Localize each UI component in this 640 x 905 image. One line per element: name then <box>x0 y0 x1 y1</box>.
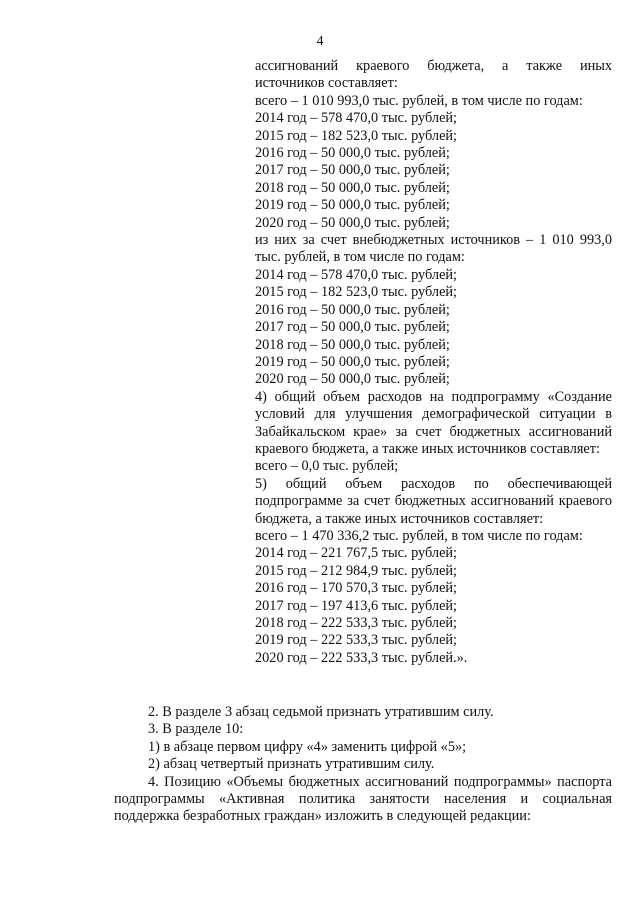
body-paragraph: 4. Позицию «Объемы бюджетных ассигнований подпрограммы» паспорта подпрограммы «Активная политика занятости населения и социальная поддержка безработных граждан» изложить в следующей редакции: <box>114 773 612 825</box>
year-amount-line: 2016 год – 170 570,3 тыс. рублей; <box>255 580 458 597</box>
year-amount-line: 2019 год – 50 000,0 тыс. рублей; <box>255 353 450 370</box>
year-amount-line: 2014 год – 221 767,5 тыс. рублей; <box>255 545 458 562</box>
body-paragraph: 2) абзац четвертый признать утратившим силу. <box>148 756 435 773</box>
year-amount-line: 2016 год – 50 000,0 тыс. рублей; <box>255 145 450 162</box>
column-line: всего – 0,0 тыс. рублей; <box>255 458 399 475</box>
year-amount-line: 2018 год – 222 533,3 тыс. рублей; <box>255 615 458 631</box>
year-amount-line: 2018 год – 50 000,0 тыс. рублей; <box>255 336 450 353</box>
year-amount-line: 2020 год – 222 533,3 тыс. рублей.». <box>255 649 468 666</box>
column-paragraph: ассигнований краевого бюджета, а также иных источников составляет: <box>255 58 612 92</box>
column-line: всего – 1 010 993,0 тыс. рублей, в том числе по годам: <box>255 92 583 109</box>
body-paragraph: 1) в абзаце первом цифру «4» заменить цифрой «5»; <box>148 738 467 755</box>
year-amount-line: 2017 год – 50 000,0 тыс. рублей; <box>255 319 450 336</box>
year-amount-line: 2015 год – 182 523,0 тыс. рублей; <box>255 127 458 144</box>
year-amount-line: 2020 год – 50 000,0 тыс. рублей; <box>255 371 450 388</box>
year-amount-line: 2019 год – 50 000,0 тыс. рублей; <box>255 197 450 214</box>
budget-allocation-column <box>255 58 612 667</box>
document-body <box>114 704 612 826</box>
body-paragraph: 2. В разделе 3 абзац седьмой признать утратившим силу. <box>148 704 494 720</box>
page-number: 4 <box>316 34 324 49</box>
year-amount-line: 2017 год – 197 413,6 тыс. рублей; <box>255 597 458 614</box>
year-amount-line: 2017 год – 50 000,0 тыс. рублей; <box>255 162 450 179</box>
column-paragraph: из них за счет внебюджетных источников – 1 010 993,0 тыс. рублей, в том числе по годам: <box>255 232 612 266</box>
year-amount-line: 2014 год – 578 470,0 тыс. рублей; <box>255 266 458 283</box>
year-amount-line: 2020 год – 50 000,0 тыс. рублей; <box>255 214 450 231</box>
year-amount-line: 2015 год – 182 523,0 тыс. рублей; <box>255 284 458 301</box>
year-amount-line: 2015 год – 212 984,9 тыс. рублей; <box>255 562 458 579</box>
year-amount-line: 2018 год – 50 000,0 тыс. рублей; <box>255 179 450 196</box>
column-paragraph: 5) общий объем расходов по обеспечивающей подпрограмме за счет бюджетных ассигнований краевого бюджета, а также иных источников составляет: <box>255 475 612 527</box>
body-paragraph: 3. В разделе 10: <box>148 721 244 738</box>
year-amount-line: 2014 год – 578 470,0 тыс. рублей; <box>255 110 458 127</box>
year-amount-line: 2016 год – 50 000,0 тыс. рублей; <box>255 301 450 318</box>
column-line: всего – 1 470 336,2 тыс. рублей, в том числе по годам: <box>255 527 583 544</box>
column-paragraph: 4) общий объем расходов на подпрограмму «Создание условий для улучшения демографической ситуации в Забайкальском крае» за счет бюджетных ассигнований краевого бюджета, а также иных источников составляет: <box>255 388 612 457</box>
year-amount-line: 2019 год – 222 533,3 тыс. рублей; <box>255 632 458 649</box>
